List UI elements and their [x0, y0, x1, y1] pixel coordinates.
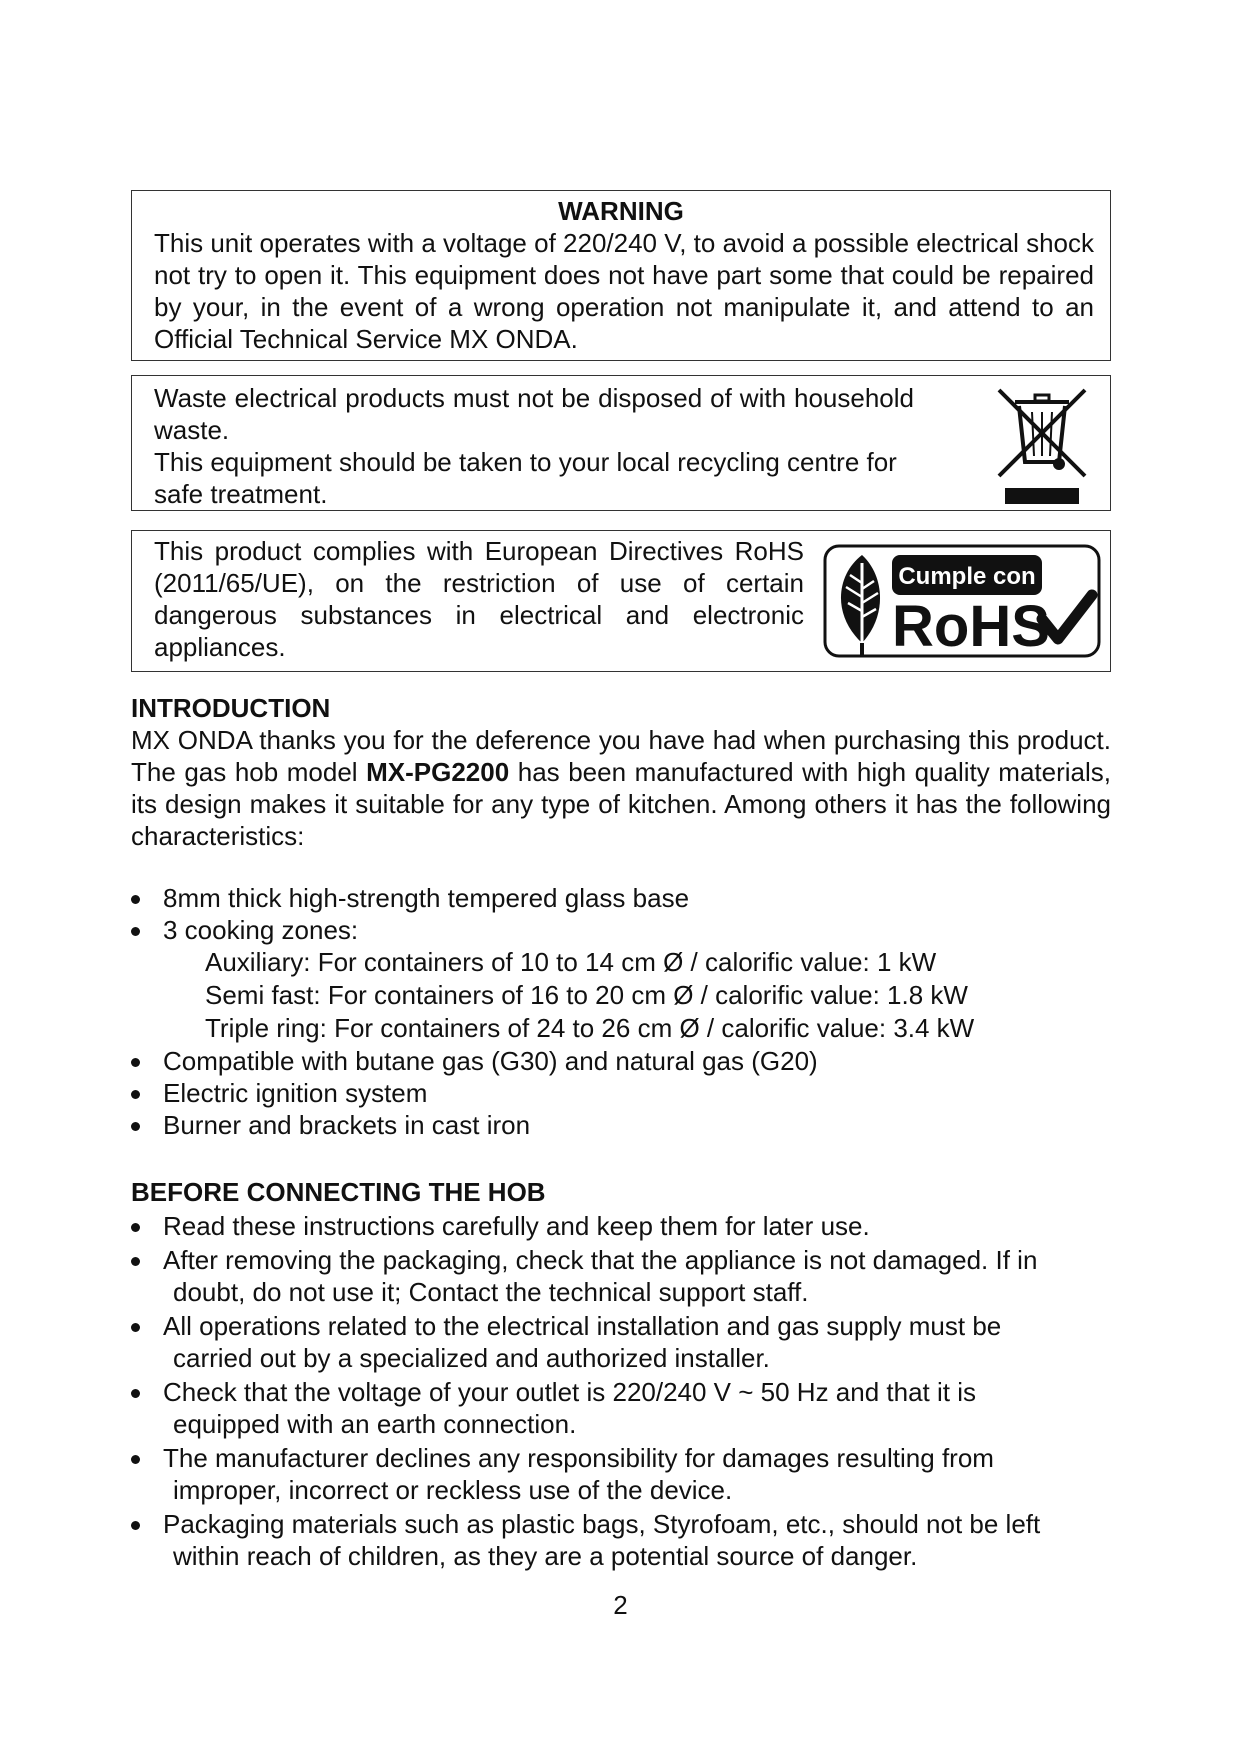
instruction-item: The manufacturer declines any responsibility for damages resulting from improper, incorrect or reckless use of the device.	[131, 1442, 1121, 1506]
bullet-icon	[131, 927, 140, 936]
instruction-item: All operations related to the electrical installation and gas supply must be carried out by a specialized and authorized installer.	[131, 1310, 1121, 1374]
warning-text: This unit operates with a voltage of 220/240 V, to avoid a possible electrical shock not try to open it. This equipment does not have part some that could be repaired by your, in the event of a wrong operation not manipulate it, and attend to an Official Technical Service MX ONDA.	[154, 228, 1094, 354]
crossed-out-wheelie-bin-icon	[987, 382, 1097, 508]
weee-line-2: This equipment should be taken to your local recycling centre for safe treatment.	[154, 447, 897, 509]
warning-title: WARNING	[558, 196, 684, 226]
zone-item: Semi fast: For containers of 16 to 20 cm Ø / calorific value: 1.8 kW	[205, 980, 968, 1010]
zone-item: Triple ring: For containers of 24 to 26 cm Ø / calorific value: 3.4 kW	[205, 1013, 975, 1043]
weee-line-1: Waste electrical products must not be disposed of with household waste.	[154, 383, 914, 445]
instruction-item: Packaging materials such as plastic bags, Styrofoam, etc., should not be left within reach of children, as they are a potential source of danger.	[131, 1508, 1121, 1572]
weee-text	[154, 382, 914, 510]
weee-box	[131, 375, 1111, 511]
feature-item: Electric ignition system	[131, 1077, 1121, 1109]
intro-text-after-model: has been manufactured with high quality materials, its design makes it suitable for any type of kitchen. Among others it has the following characteristics:	[131, 757, 1111, 851]
rohs-text: This product complies with European Directives RoHS (2011/65/UE), on the restriction of use of certain dangerous substances in electrical and electronic appliances.	[154, 536, 804, 662]
intro-text-before-model: MX ONDA thanks you for the deference you have had when purchasing this product. The gas hob model	[131, 725, 1111, 787]
before-connecting-list	[131, 1210, 1121, 1574]
rohs-logo-text: RoHS	[892, 594, 1050, 659]
bullet-icon	[131, 1122, 140, 1131]
instruction-item: Check that the voltage of your outlet is 220/240 V ~ 50 Hz and that it is equipped with an earth connection.	[131, 1376, 1121, 1440]
introduction-title: INTRODUCTION	[131, 693, 331, 723]
bullet-icon	[131, 1058, 140, 1067]
bullet-icon	[131, 1521, 140, 1530]
bullet-icon	[131, 1257, 140, 1266]
warning-box	[131, 190, 1111, 361]
rohs-box	[131, 530, 1111, 672]
bullet-icon	[131, 895, 140, 904]
rohs-badge-label: Cumple con	[898, 563, 1036, 590]
introduction-paragraph	[131, 724, 1111, 852]
page-number: 2	[613, 1590, 628, 1620]
feature-item: Compatible with butane gas (G30) and natural gas (G20)	[131, 1045, 1121, 1077]
feature-item: 3 cooking zones: Auxiliary: For containers of 10 to 14 cm Ø / calorific value: 1 kW Semi fast: For containers of 16 to 20 cm Ø / calorific value: 1.8 kW Triple ring: For containers of 24 to 26 cm Ø / calorific value: 3.4 kW	[131, 914, 1121, 1045]
bullet-icon	[131, 1389, 140, 1398]
features-list	[131, 882, 1121, 1141]
feature-item: 8mm thick high-strength tempered glass base	[131, 882, 1121, 914]
feature-item: Burner and brackets in cast iron	[131, 1109, 1121, 1141]
bullet-icon	[131, 1090, 140, 1099]
bullet-icon	[131, 1323, 140, 1332]
instruction-item: Read these instructions carefully and keep them for later use.	[131, 1210, 1121, 1242]
bullet-icon	[131, 1455, 140, 1464]
zone-item: Auxiliary: For containers of 10 to 14 cm Ø / calorific value: 1 kW	[205, 947, 937, 977]
instruction-item: After removing the packaging, check that the appliance is not damaged. If in doubt, do not use it; Contact the technical support staff.	[131, 1244, 1121, 1308]
before-connecting-title: BEFORE CONNECTING THE HOB	[131, 1177, 546, 1207]
model-number: MX-PG2200	[366, 757, 510, 787]
bullet-icon	[131, 1223, 140, 1232]
rohs-compliance-logo	[822, 543, 1102, 659]
